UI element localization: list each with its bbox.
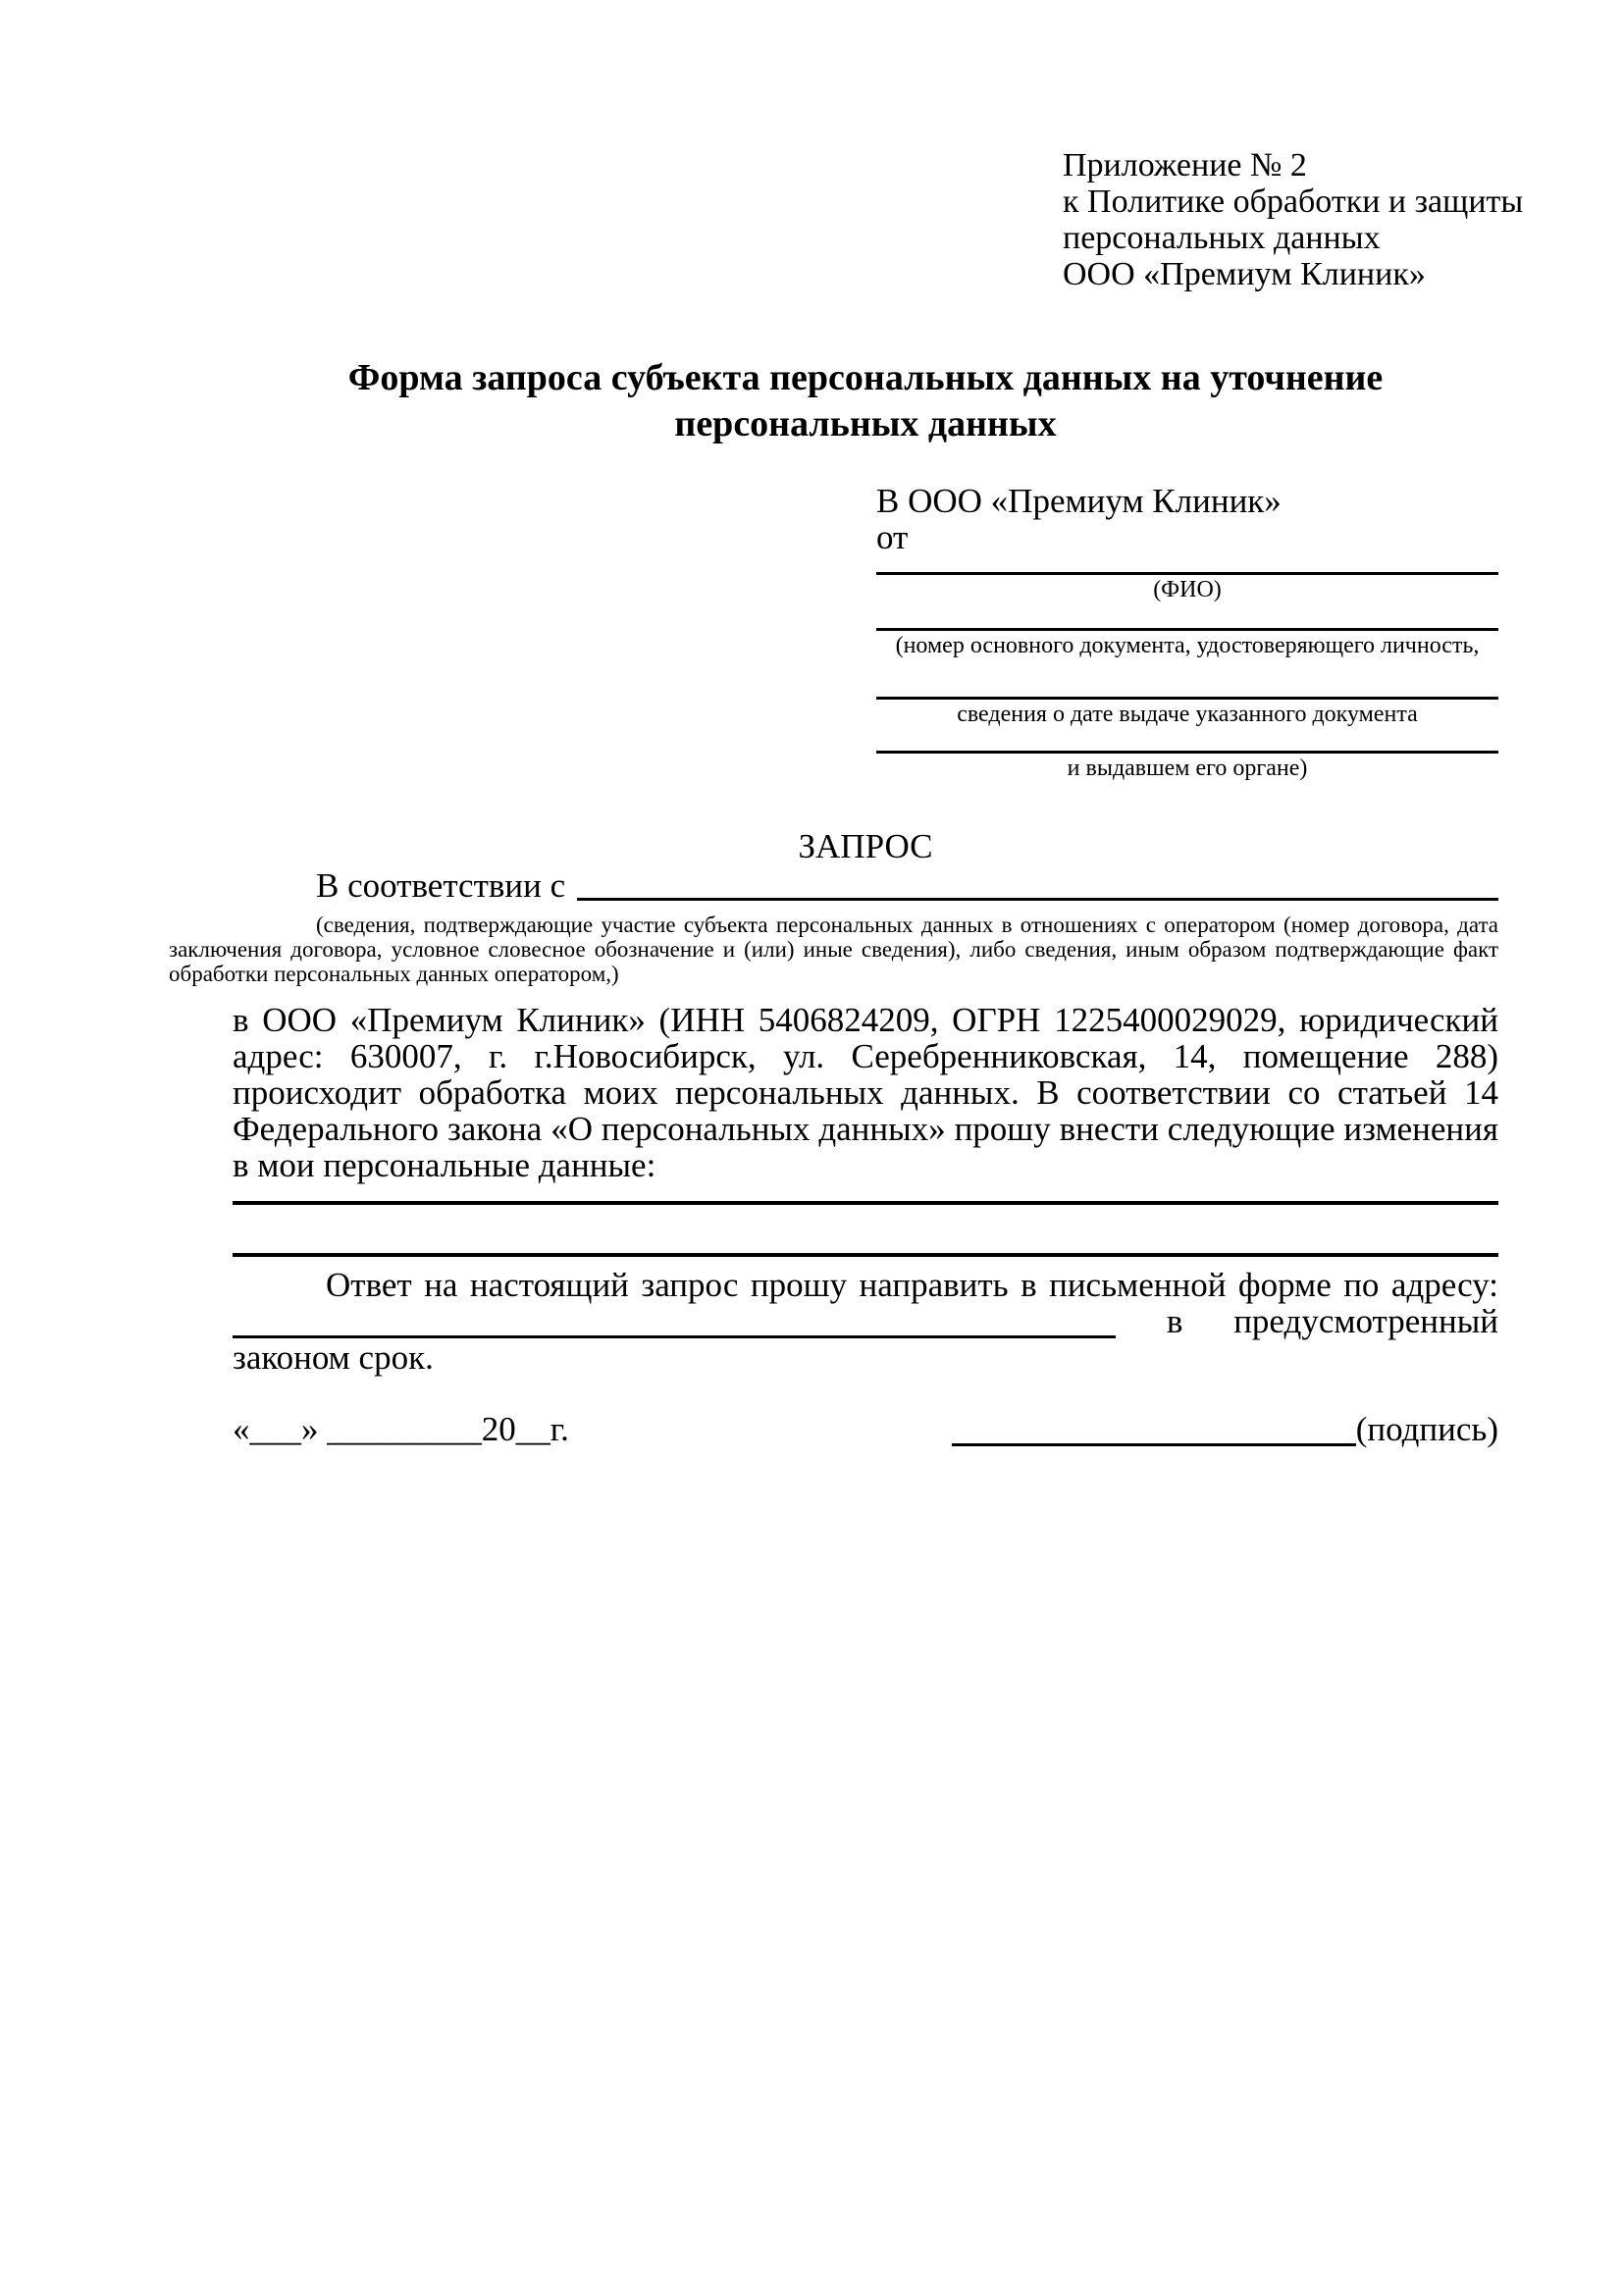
signature-area	[952, 1411, 1498, 1448]
appendix-line: Приложение № 2	[1063, 147, 1307, 183]
request-heading: ЗАПРОС	[798, 827, 933, 865]
answer-paragraph	[233, 1267, 1498, 1376]
appendix-line: ООО «Премиум Клиник»	[1063, 256, 1426, 292]
basis-fill-line	[577, 898, 1498, 901]
body-paragraph: в ООО «Премиум Клиник» (ИНН 5406824209, ОГРН 1225400029029, юридический адрес: 630007, г. г.Новосибирск, ул. Серебренниковская, 14, помещение 288) происходит обработка моих персональных данных. В соответствии со статьей 14 Федерального закона «О персональных данных» прошу внести следующие изменения в мои персональные данные:	[233, 1001, 1498, 1184]
addressee-organization: В ООО «Премиум Клиник»	[876, 482, 1282, 520]
signature-caption: (подпись)	[1355, 1410, 1498, 1448]
appendix-block	[1063, 147, 1524, 292]
address-fill-line	[233, 1311, 1116, 1338]
document-issuer-fill-line	[876, 730, 1498, 754]
appendix-line: к Политике обработки и защиты	[1063, 183, 1524, 220]
document-issue-date-caption: сведения о дате выдаче указанного документа	[957, 702, 1418, 727]
date-signature-row	[233, 1411, 1498, 1448]
fio-fill-line	[876, 555, 1498, 575]
document-number-caption: (номер основного документа, удостоверяющего личность,	[895, 633, 1480, 658]
changes-fill-line-2	[233, 1205, 1498, 1257]
changes-fill-line-1	[233, 1183, 1498, 1205]
signature-fill-line	[952, 1419, 1356, 1446]
answer-text-before: Ответ на настоящий запрос прошу направить в письменной форме по адресу:	[326, 1266, 1498, 1304]
answer-text-after: в предусмотренный законом срок.	[233, 1302, 1499, 1377]
document-number-fill-line	[876, 605, 1498, 631]
date-placeholder: «___» _________20__г.	[233, 1410, 569, 1448]
appendix-line: персональных данных	[1063, 220, 1381, 256]
opening-line	[233, 867, 1498, 905]
opening-text: В соответствии с	[316, 866, 566, 905]
fio-caption: (ФИО)	[1153, 577, 1222, 602]
document-title: Форма запроса субъекта персональных данных на уточнение персональных данных	[347, 357, 1384, 444]
document-issue-date-fill-line	[876, 661, 1498, 700]
explanatory-note: (сведения, подтверждающие участие субъекта персональных данных в отношениях с оператором (номер договора, дата заключения договора, условное словесное обозначение и (или) иные сведения), либо сведения, иным образом подтверждающие факт обработки персональных данных оператором,)	[169, 913, 1498, 986]
document-issuer-caption: и выдавшем его органе)	[1067, 756, 1308, 781]
addressee-block	[876, 483, 1498, 784]
addressee-from-label: от	[876, 518, 909, 556]
